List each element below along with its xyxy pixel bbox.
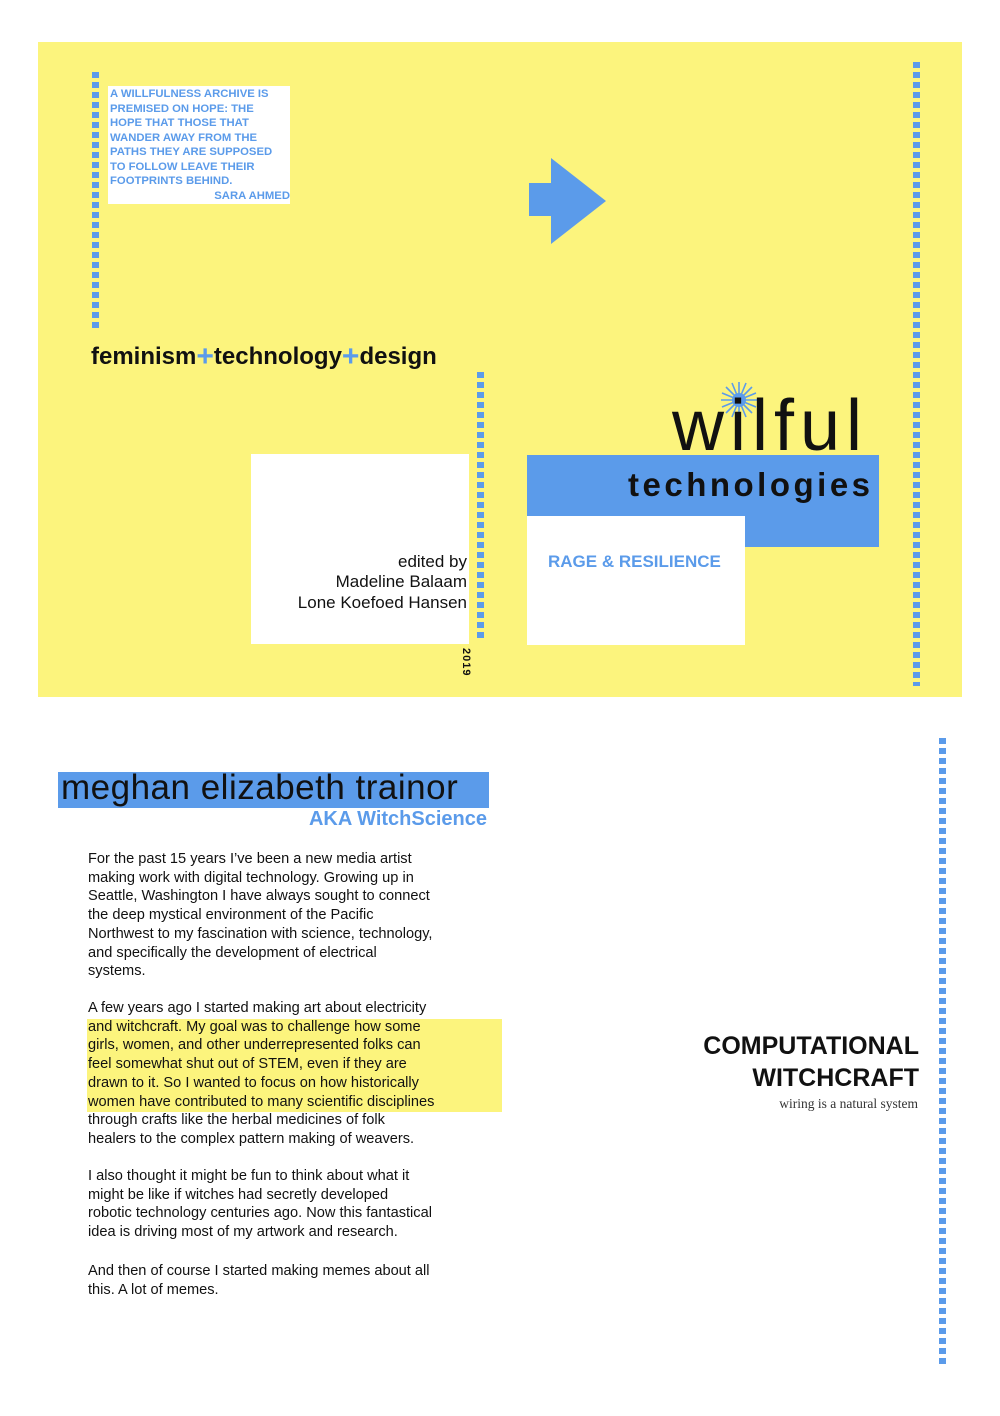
editor-name: Lone Koefoed Hansen	[297, 593, 467, 612]
book-title-secondary: technologies	[628, 466, 874, 503]
text-line: drawn to it. So I wanted to focus on how historically	[88, 1074, 419, 1091]
text-line: systems.	[88, 963, 146, 980]
text-line: And then of course I started making memes about all	[88, 1263, 430, 1279]
subtitle-box	[527, 516, 745, 645]
text-line: this. A lot of memes.	[88, 1281, 219, 1298]
edited-by-label: edited by	[398, 552, 467, 571]
dashed-border-article	[939, 738, 946, 1366]
text-line: and specifically the development of electrical	[88, 944, 377, 961]
text-line: making work with digital technology. Growing up in	[88, 869, 414, 886]
section-title	[640, 1030, 919, 1094]
tagline	[91, 340, 437, 374]
tagline-technology: technology	[213, 343, 342, 370]
text-line: idea is driving most of my artwork and research.	[88, 1224, 398, 1241]
paragraph	[88, 1167, 463, 1242]
section-subtitle: wiring is a natural system	[779, 1096, 918, 1111]
text-line: the deep mystical environment of the Pacific	[88, 907, 374, 924]
text-line: girls, women, and other underrepresented folks can	[88, 1037, 421, 1054]
text-line: through crafts like the herbal medicines of folk	[88, 1112, 385, 1129]
author-alias: AKA WitchScience	[308, 808, 487, 830]
text-line: Northwest to my fascination with science, technology,	[88, 925, 433, 942]
text-line: feel somewhat shut out of STEM, even if they are	[88, 1056, 407, 1073]
text-line: robotic technology centuries ago. Now this fantastical	[88, 1205, 432, 1222]
plus-icon: +	[341, 340, 360, 373]
quote-author: SARA AHMED	[214, 190, 290, 202]
section-title-line: WITCHCRAFT	[752, 1064, 919, 1092]
arrow-right-icon	[529, 158, 607, 244]
book-title-main: wilful	[672, 386, 869, 466]
paragraph	[88, 999, 463, 1149]
text-line: Seattle, Washington I have always sought to connect	[88, 888, 430, 905]
epigraph-quote: A WILLFULNESS ARCHIVE IS PREMISED ON HOPE: THE HOPE THAT THOSE THAT WANDER AWAY FROM THE PATHS THEY ARE SUPPOSED TO FOLLOW LEAVE THEIR FOOTPRINTS BEHIND.	[110, 88, 273, 187]
section-title-line: COMPUTATIONAL	[703, 1032, 919, 1060]
tagline-design: design	[359, 343, 437, 370]
plus-icon: +	[196, 340, 214, 373]
paragraph	[88, 1262, 463, 1299]
dashed-border-spine	[477, 372, 484, 638]
text-line: I also thought it might be fun to think about what it	[88, 1168, 410, 1184]
text-line: healers to the complex pattern making of weavers.	[88, 1130, 415, 1147]
paragraph	[88, 850, 463, 981]
book-subtitle: RAGE & RESILIENCE	[548, 552, 721, 571]
editor-name: Madeline Balaam	[335, 572, 467, 591]
dashed-border-right	[913, 62, 920, 686]
dashed-border-left	[92, 72, 99, 330]
text-line: and witchcraft. My goal was to challenge how some	[88, 1018, 421, 1035]
tagline-feminism: feminism	[91, 343, 197, 370]
publication-year: 2019	[460, 648, 472, 677]
editor-box	[251, 454, 469, 644]
text-line: A few years ago I started making art about electricity	[88, 1000, 427, 1016]
author-name: meghan elizabeth trainor	[61, 768, 459, 807]
text-line: women have contributed to many scientific disciplines	[88, 1093, 435, 1110]
text-line: For the past 15 years I’ve been a new media artist	[88, 851, 412, 867]
text-line: might be like if witches had secretly developed	[88, 1186, 389, 1203]
